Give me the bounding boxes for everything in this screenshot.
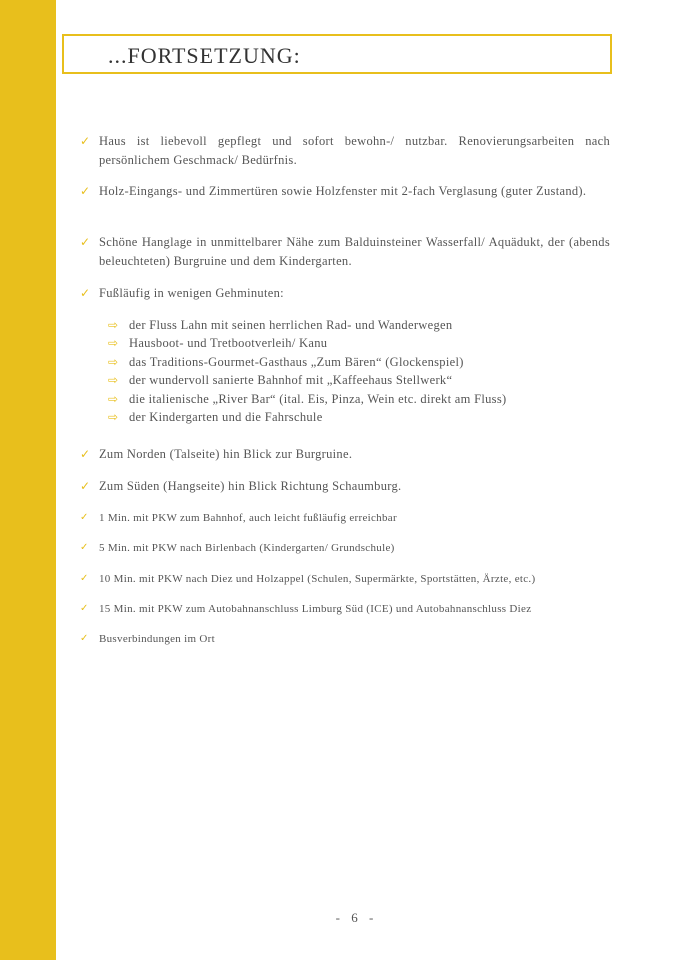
arrow-right-icon: ⇨: [108, 391, 119, 406]
list-item-text: 10 Min. mit PKW nach Diez und Holzappel (Schulen, Supermärkte, Sportstätten, Ärzte, etc.): [99, 573, 536, 585]
sub-list-item: [108, 334, 608, 352]
sub-list-item: [108, 371, 608, 389]
check-icon: ✓: [80, 286, 91, 300]
list-item: [80, 233, 610, 271]
side-accent-bar: [0, 0, 56, 960]
check-icon: ✓: [80, 512, 89, 523]
walking-distance-list: [108, 316, 608, 426]
sub-list-item-text: Hausboot- und Tretbootverleih/ Kanu: [129, 336, 328, 351]
list-item-text: Holz-Eingangs- und Zimmertüren sowie Holzfenster mit 2-fach Verglasung (guter Zustand).: [99, 184, 587, 198]
sub-list-item: [108, 353, 608, 371]
check-icon: ✓: [80, 184, 91, 198]
sub-list-item: [108, 408, 608, 426]
check-icon: ✓: [80, 603, 89, 614]
check-icon: ✓: [80, 542, 89, 553]
sub-list-item-text: das Traditions-Gourmet-Gasthaus „Zum Bären“ (Glockenspiel): [129, 354, 464, 369]
list-item-text: Zum Norden (Talseite) hin Blick zur Burgruine.: [99, 447, 353, 461]
list-item: [80, 571, 610, 587]
title-box: [62, 34, 612, 74]
check-icon: ✓: [80, 479, 91, 493]
arrow-right-icon: ⇨: [108, 336, 119, 351]
sub-list-item: [108, 316, 608, 334]
check-icon: ✓: [80, 447, 91, 461]
page-number: - 6 -: [335, 910, 374, 925]
list-item: [80, 445, 610, 464]
list-item-text: Haus ist liebevoll gepflegt und sofort bewohn-/ nutzbar. Renovierungsarbeiten nach persönlichem Geschmack/ Bedürfnis.: [99, 134, 610, 167]
list-item: [80, 284, 610, 303]
list-item: [80, 182, 610, 201]
list-item-text: Zum Süden (Hangseite) hin Blick Richtung Schaumburg.: [99, 479, 402, 493]
sub-list-item-text: der Kindergarten und die Fahrschule: [129, 409, 323, 424]
list-item: [80, 540, 610, 556]
list-item: [80, 631, 610, 647]
check-icon: ✓: [80, 235, 91, 249]
list-item: [80, 510, 610, 526]
arrow-right-icon: ⇨: [108, 373, 119, 388]
arrow-right-icon: ⇨: [108, 354, 119, 369]
list-item-text: Fußläufig in wenigen Gehminuten:: [99, 286, 284, 300]
list-item: [80, 477, 610, 496]
list-item-text: 5 Min. mit PKW nach Birlenbach (Kindergarten/ Grundschule): [99, 542, 395, 554]
page-title: ...FORTSETZUNG:: [108, 43, 301, 68]
list-item-text: 15 Min. mit PKW zum Autobahnanschluss Limburg Süd (ICE) und Autobahnanschluss Diez: [99, 603, 532, 615]
check-icon: ✓: [80, 134, 91, 148]
check-icon: ✓: [80, 633, 89, 644]
check-icon: ✓: [80, 573, 89, 584]
list-item-text: Schöne Hanglage in unmittelbarer Nähe zum Balduinsteiner Wasserfall/ Aquädukt, der (abends beleuchteten) Burgruine und dem Kindergarten.: [99, 235, 610, 268]
arrow-right-icon: ⇨: [108, 318, 119, 332]
sub-list-item: [108, 390, 608, 408]
sub-list-item-text: der Fluss Lahn mit seinen herrlichen Rad- und Wanderwegen: [129, 318, 453, 332]
list-item-text: 1 Min. mit PKW zum Bahnhof, auch leicht fußläufig erreichbar: [99, 512, 397, 524]
arrow-right-icon: ⇨: [108, 409, 119, 424]
list-item-text: Busverbindungen im Ort: [99, 633, 215, 645]
sub-list-item-text: die italienische „River Bar“ (ital. Eis, Pinza, Wein etc. direkt am Fluss): [129, 391, 507, 406]
sub-list-item-text: der wundervoll sanierte Bahnhof mit „Kaffeehaus Stellwerk“: [129, 373, 453, 388]
list-item: [80, 132, 610, 170]
list-item: [80, 601, 610, 617]
